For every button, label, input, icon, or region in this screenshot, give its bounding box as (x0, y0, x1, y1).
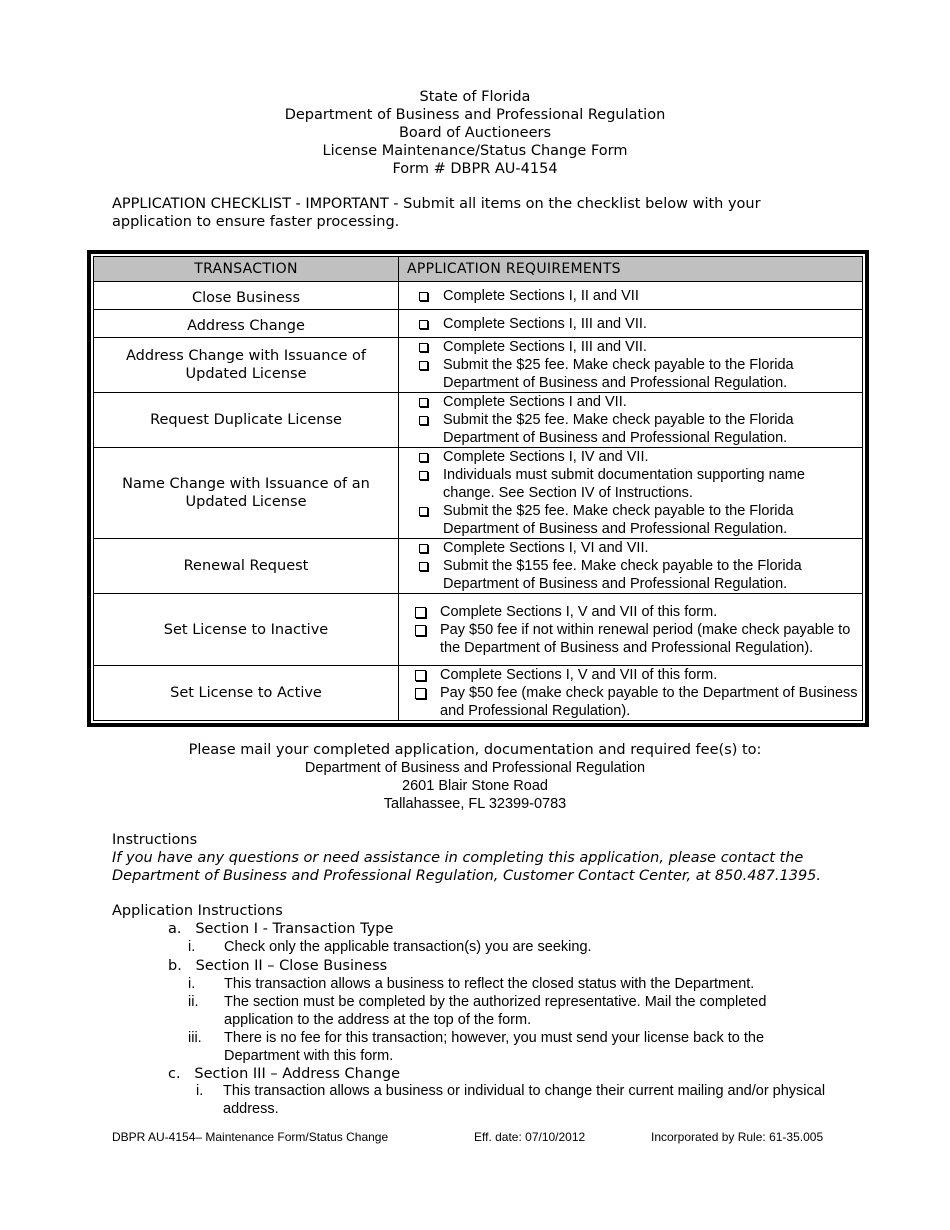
checkbox-icon (419, 343, 428, 352)
checklist-table (93, 256, 863, 721)
instruction-item: i. This transaction allows a business or individual to change their current mailing and/or physical address. (196, 1083, 826, 1117)
requirements-cell (399, 282, 863, 310)
requirement-item: Complete Sections I, II and VII (419, 287, 858, 305)
requirement-item: Pay $50 fee if not within renewal period (make check payable to the Department of Business and Professional Regulation). (415, 621, 858, 657)
checkbox-icon (419, 361, 428, 370)
requirements-cell (399, 666, 863, 721)
transaction-cell: Request Duplicate License (94, 393, 399, 448)
mail-city: Tallahassee, FL 32399-0783 (383, 796, 567, 812)
requirement-item: Complete Sections I, III and VII. (419, 338, 858, 356)
checkbox-icon (419, 320, 428, 329)
app-instructions-title: Application Instructions (112, 903, 283, 919)
column-header-requirements: APPLICATION REQUIREMENTS (399, 257, 863, 282)
header-form-title: License Maintenance/Status Change Form (322, 143, 628, 159)
checklist-note: APPLICATION CHECKLIST - IMPORTANT - Submit all items on the checklist below with your application to ensure faster processing. (112, 196, 761, 230)
footer-eff-date: Eff. date: 07/10/2012 (474, 1130, 586, 1144)
header-form-number: Form # DBPR AU-4154 (392, 161, 558, 177)
checklist-table-frame (87, 250, 869, 727)
section-heading: c. Section III – Address Change (168, 1066, 401, 1082)
transaction-cell: Close Business (94, 282, 399, 310)
header-department: Department of Business and Professional Regulation (284, 107, 666, 123)
checkbox-icon (415, 607, 426, 618)
requirements-cell (399, 393, 863, 448)
requirement-item: Submit the $25 fee. Make check payable to the Florida Department of Business and Professional Regulation. (419, 356, 858, 392)
transaction-cell: Address Change with Issuance of Updated License (94, 338, 399, 393)
requirement-item: Submit the $25 fee. Make check payable to the Florida Department of Business and Professional Regulation. (419, 411, 858, 447)
instructions-contact: If you have any questions or need assistance in completing this application, please contact the Department of Business and Professional Regulation, Customer Contact Center, at 850.487.1395. (112, 850, 822, 884)
requirement-item: Pay $50 fee (make check payable to the Department of Business and Professional Regulation). (415, 684, 858, 720)
transaction-cell: Set License to Inactive (94, 594, 399, 666)
requirement-item: Complete Sections I and VII. (419, 393, 858, 411)
header-board: Board of Auctioneers (398, 125, 552, 141)
instruction-item: ii. The section must be completed by the authorized representative. Mail the completed application to the address at the top of the form. (188, 994, 767, 1028)
table-row (94, 666, 863, 721)
instructions-title: Instructions (112, 832, 198, 848)
checkbox-icon (415, 625, 426, 636)
mailing-address-block (0, 741, 950, 813)
requirements-cell (399, 539, 863, 594)
footer-form-id: DBPR AU-4154– Maintenance Form/Status Change (112, 1130, 389, 1144)
checkbox-icon (419, 544, 428, 553)
table-row (94, 539, 863, 594)
instruction-item: i. This transaction allows a business to reflect the closed status with the Department. (188, 976, 755, 992)
requirements-cell (399, 310, 863, 338)
table-row (94, 310, 863, 338)
checkbox-icon (419, 416, 428, 425)
checkbox-icon (415, 670, 426, 681)
requirement-item: Submit the $25 fee. Make check payable to the Florida Department of Business and Professional Regulation. (419, 502, 858, 538)
table-row (94, 594, 863, 666)
checkbox-icon (419, 562, 428, 571)
requirement-item: Complete Sections I, III and VII. (419, 315, 858, 333)
requirement-item: Complete Sections I, IV and VII. (419, 448, 858, 466)
column-header-transaction: TRANSACTION (94, 257, 399, 282)
transaction-cell: Address Change (94, 310, 399, 338)
table-row (94, 448, 863, 539)
checkbox-icon (419, 507, 428, 516)
instructions-block (112, 831, 852, 885)
mail-intro: Please mail your completed application, documentation and required fee(s) to: (188, 742, 762, 758)
form-header (0, 88, 950, 178)
checkbox-icon (419, 398, 428, 407)
requirement-item: Complete Sections I, VI and VII. (419, 539, 858, 557)
table-row (94, 393, 863, 448)
section-heading: a. Section I - Transaction Type (168, 921, 394, 937)
section-heading: b. Section II – Close Business (168, 958, 388, 974)
checkbox-icon (419, 292, 428, 301)
header-state: State of Florida (419, 89, 531, 105)
table-row (94, 338, 863, 393)
checkbox-icon (419, 453, 428, 462)
transaction-cell: Renewal Request (94, 539, 399, 594)
requirement-item: Submit the $155 fee. Make check payable to the Florida Department of Business and Professional Regulation. (419, 557, 858, 593)
mail-org: Department of Business and Professional Regulation (304, 760, 646, 776)
transaction-cell: Name Change with Issuance of an Updated License (94, 448, 399, 539)
requirement-item: Complete Sections I, V and VII of this form. (415, 603, 858, 621)
requirements-cell (399, 448, 863, 539)
requirements-cell (399, 594, 863, 666)
transaction-cell: Set License to Active (94, 666, 399, 721)
checkbox-icon (419, 471, 428, 480)
instruction-item: i. Check only the applicable transaction(s) you are seeking. (188, 939, 592, 955)
checkbox-icon (415, 688, 426, 699)
footer-rule: Incorporated by Rule: 61-35.005 (651, 1130, 824, 1144)
requirement-item: Complete Sections I, V and VII of this form. (415, 666, 858, 684)
requirements-cell (399, 338, 863, 393)
requirement-item: Individuals must submit documentation supporting name change. See Section IV of Instructions. (419, 466, 858, 502)
instruction-item: iii. There is no fee for this transaction; however, you must send your license back to the Department with this form. (188, 1030, 765, 1064)
table-row (94, 282, 863, 310)
mail-street: 2601 Blair Stone Road (402, 778, 548, 794)
table-header-row (94, 257, 863, 282)
